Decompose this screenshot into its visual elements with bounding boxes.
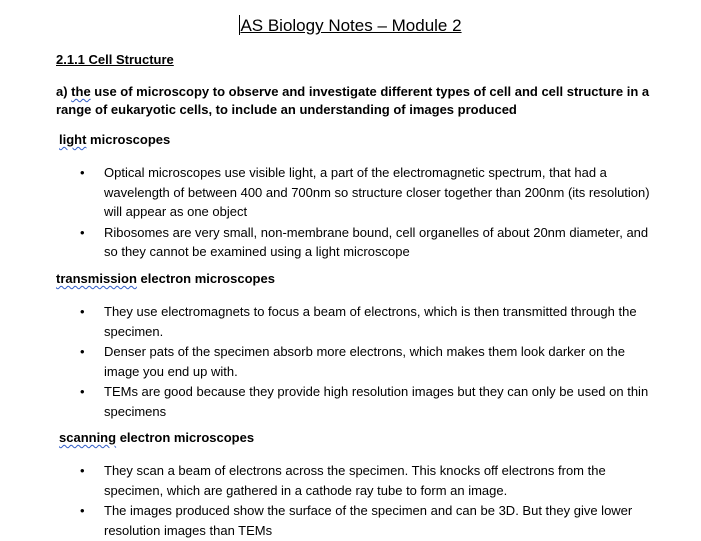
list-item: [0, 223, 701, 262]
bullet-list-transmission: [0, 302, 701, 422]
list-item-text: TEMs are good because they provide high resolution images but they can only be used on thin specimens: [104, 384, 649, 419]
subheading-text: electron microscopes: [136, 271, 275, 286]
subheading-scanning-microscopes: [59, 429, 254, 447]
subheading-text: microscopes: [86, 132, 171, 147]
list-item: [0, 342, 701, 381]
list-item-text: The images produced show the surface of the specimen and can be 3D. But they give lower resolution images than TEMs: [104, 503, 633, 538]
section-heading: 2.1.1 Cell Structure: [56, 52, 174, 67]
bullet-icon: •: [80, 463, 85, 478]
subheading-text: electron microscopes: [116, 430, 255, 445]
subheading-light-microscopes: [59, 131, 170, 149]
list-item: [0, 302, 701, 341]
list-item-text: Denser pats of the specimen absorb more electrons, which makes them look darker on the image you end up with.: [104, 344, 625, 379]
spelling-flag-word: the: [71, 84, 91, 99]
list-item-text: They scan a beam of electrons across the specimen. This knocks off electrons from the specimen, which are gathered in a cathode ray tube to form an image.: [104, 463, 606, 498]
list-item-text: They use electromagnets to focus a beam of electrons, which is then transmitted through the specimen.: [104, 304, 637, 339]
bullet-icon: •: [80, 304, 85, 319]
spelling-flag-word: transmission: [56, 271, 137, 286]
spec-prefix: a): [56, 84, 72, 99]
document-title[interactable]: [0, 15, 701, 37]
bullet-list-scanning: [0, 461, 701, 541]
spelling-flag-word: scanning: [59, 430, 117, 445]
specification-point: [56, 83, 656, 119]
subheading-transmission-microscopes: [56, 270, 275, 288]
bullet-list-light: [0, 163, 701, 263]
bullet-icon: •: [80, 384, 85, 399]
list-item-text: Optical microscopes use visible light, a part of the electromagnetic spectrum, that had a wavelength of between 400 and 700nm so structure closer together than 200nm (its resolution) will appear as one object: [104, 165, 650, 219]
spelling-flag-word: light: [59, 132, 87, 147]
list-item: [0, 163, 701, 222]
list-item: [0, 382, 701, 421]
spec-text: use of microscopy to observe and investigate different types of cell and cell structure in a range of eukaryotic cells, to include an understanding of images produced: [56, 84, 650, 117]
title-text: AS Biology Notes – Module 2: [240, 16, 462, 35]
list-item: [0, 501, 701, 540]
bullet-icon: •: [80, 344, 85, 359]
list-item: [0, 461, 701, 500]
list-item-text: Ribosomes are very small, non-membrane bound, cell organelles of about 20nm diameter, and so they cannot be examined using a light microscope: [104, 224, 649, 259]
bullet-icon: •: [80, 165, 85, 180]
bullet-icon: •: [80, 224, 85, 240]
bullet-icon: •: [80, 503, 85, 518]
